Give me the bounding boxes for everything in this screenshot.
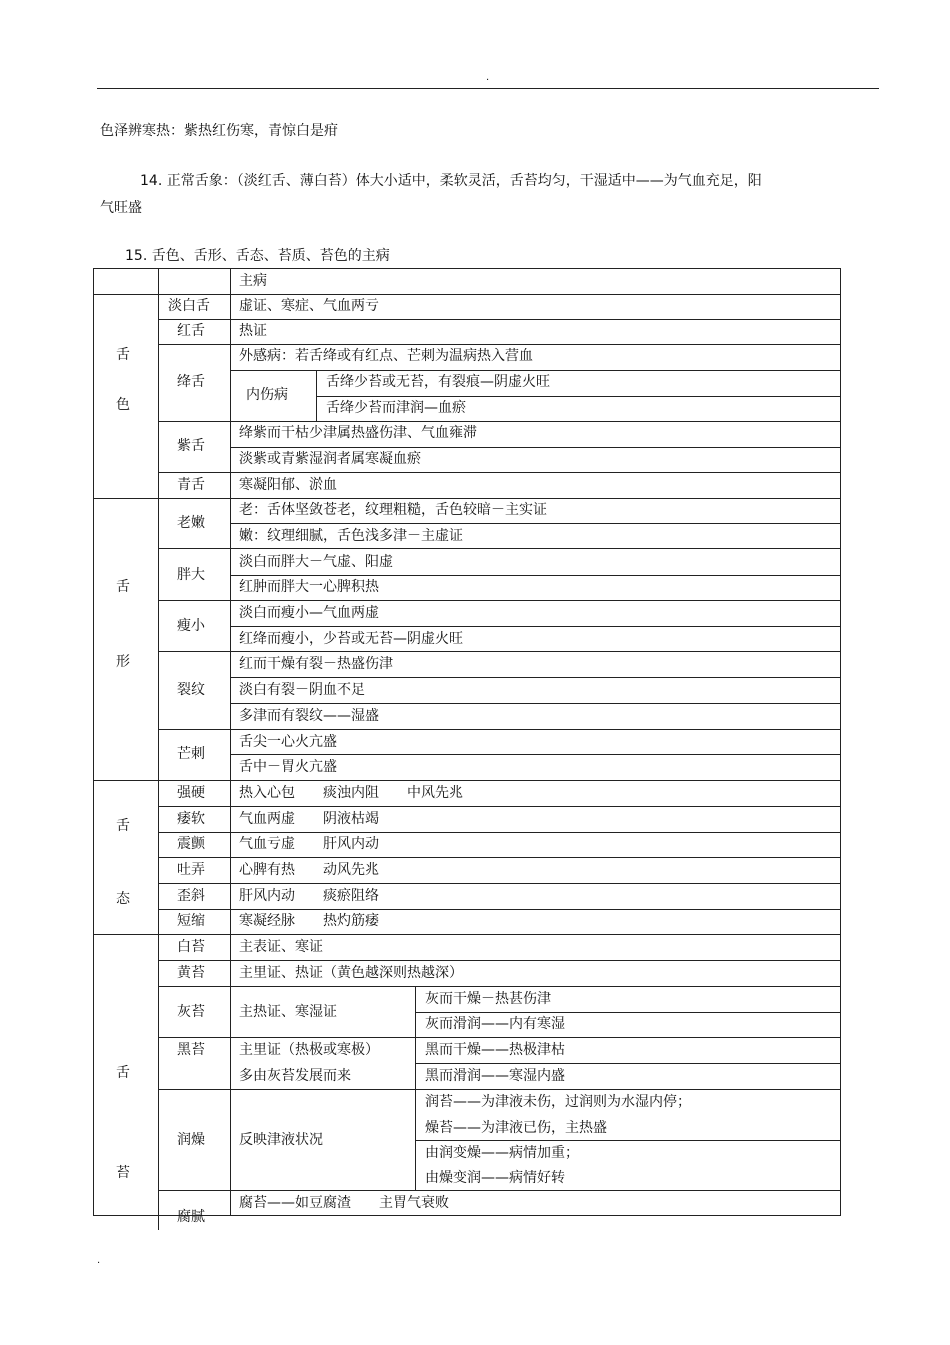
row-text: 绛紫而干枯少津属热盛伤津、气血雍滞	[239, 425, 477, 441]
row-text: 多津而有裂纹——湿盛	[239, 708, 379, 724]
row-label: 震颤	[177, 836, 205, 852]
table-border-bottom	[93, 1215, 841, 1216]
row-text: 气血亏虚 肝风内动	[239, 836, 379, 852]
table-rule	[158, 1190, 841, 1191]
row-text: 热证	[239, 323, 267, 339]
table-rule	[230, 370, 841, 371]
row-sublabel: 内伤病	[246, 387, 288, 403]
table-rule	[415, 1140, 841, 1141]
row-label: 淡白舌	[168, 298, 210, 314]
table-rule	[158, 319, 841, 320]
table-rule	[158, 729, 841, 730]
row-text: 由燥变润——病情好转	[425, 1170, 565, 1186]
group-label-color-2: 色	[116, 397, 130, 413]
row-text: 舌尖一心火亢盛	[239, 734, 337, 750]
row-text: 黑而干燥——热极津枯	[425, 1042, 565, 1058]
table-rule	[230, 703, 841, 704]
table-rule	[158, 806, 841, 807]
row-label: 胖大	[177, 567, 205, 583]
table-rule	[93, 498, 841, 499]
row-text: 红肿而胖大一心脾积热	[239, 579, 379, 595]
row-text: 热入心包 痰浊内阻 中风先兆	[239, 785, 463, 801]
table-rule	[158, 1089, 841, 1090]
table-rule	[93, 934, 841, 935]
row-label: 歪斜	[177, 888, 205, 904]
table-rule	[158, 986, 841, 987]
row-text: 淡白有裂－阴血不足	[239, 682, 365, 698]
table-rule	[230, 677, 841, 678]
table-rule	[158, 960, 841, 961]
row-text: 反映津液状况	[239, 1132, 323, 1148]
table-rule	[93, 294, 841, 295]
table-rule	[230, 575, 841, 576]
table-border-top	[93, 268, 841, 269]
paragraph-color-heat-cold: 色泽辨寒热：紫热红伤寒，青惊白是疳	[100, 123, 338, 139]
row-text: 灰而滑润——内有寒湿	[425, 1016, 565, 1032]
paragraph-15-title: 15. 舌色、舌形、舌态、苔质、苔色的主病	[125, 248, 390, 264]
row-text: 红绛而瘦小，少苔或无苔—阴虚火旺	[239, 631, 463, 647]
row-label: 吐弄	[177, 862, 205, 878]
row-text: 红而干燥有裂－热盛伤津	[239, 656, 393, 672]
group-label-coating-1: 舌	[116, 1065, 130, 1081]
group-label-coating-2: 苔	[116, 1165, 130, 1181]
row-label: 紫舌	[177, 438, 205, 454]
row-text: 润苔——为津液未伤，过润则为水湿内停；	[425, 1094, 691, 1110]
group-label-color-1: 舌	[116, 347, 130, 363]
footer-dot: .	[97, 1255, 101, 1266]
row-text: 肝风内动 痰瘀阻络	[239, 888, 379, 904]
row-text: 腐苔——如豆腐渣 主胃气衰败	[239, 1195, 449, 1211]
table-border-right	[840, 268, 841, 1216]
row-text: 主里证、热证（黄色越深则热越深）	[239, 965, 463, 981]
table-rule	[158, 883, 841, 884]
row-text: 虚证、寒症、气血两亏	[239, 298, 379, 314]
row-label: 短缩	[177, 913, 205, 929]
table-rule	[316, 396, 841, 397]
row-label: 绛舌	[177, 374, 205, 390]
row-label: 黄苔	[177, 965, 205, 981]
row-text: 燥苔——为津液已伤，主热盛	[425, 1120, 607, 1136]
row-label: 芒刺	[177, 746, 205, 762]
row-text: 主热证、寒湿证	[239, 1004, 337, 1020]
table-rule	[230, 754, 841, 755]
table-rule	[158, 857, 841, 858]
row-text: 寒凝阳郁、淤血	[239, 477, 337, 493]
table-rule	[158, 600, 841, 601]
table-divider-col2	[230, 268, 231, 1216]
group-label-shape-2: 形	[116, 654, 130, 670]
row-label: 黑苔	[177, 1042, 205, 1058]
row-label: 白苔	[177, 939, 205, 955]
table-rule	[158, 832, 841, 833]
table-rule	[158, 548, 841, 549]
row-label: 灰苔	[177, 1004, 205, 1020]
table-divider-col1	[158, 268, 159, 1230]
row-label: 腐腻	[177, 1209, 205, 1225]
row-text: 嫩：纹理细腻，舌色浅多津－主虚证	[239, 528, 463, 544]
row-text: 寒凝经脉 热灼筋痿	[239, 913, 379, 929]
row-text: 灰而干燥－热甚伤津	[425, 991, 551, 1007]
row-text: 多由灰苔发展而来	[239, 1068, 351, 1084]
row-text: 主里证（热极或寒极）	[239, 1042, 379, 1058]
table-rule	[158, 472, 841, 473]
paragraph-14-line2: 气旺盛	[100, 200, 142, 216]
group-label-state-1: 舌	[116, 818, 130, 834]
row-text: 黑而滑润——寒湿内盛	[425, 1068, 565, 1084]
row-text: 舌中－胃火亢盛	[239, 759, 337, 775]
row-label: 老嫩	[177, 515, 205, 531]
table-border-left	[93, 268, 94, 1216]
paragraph-14-line1: 14. 正常舌象：（淡红舌、薄白苔）体大小适中，柔软灵活，舌苔均匀，干湿适中——为气血充足，阳	[140, 173, 762, 189]
table-rule	[415, 1012, 841, 1013]
row-text: 主表证、寒证	[239, 939, 323, 955]
table-rule	[230, 523, 841, 524]
row-label: 青舌	[177, 477, 205, 493]
group-label-state-2: 态	[116, 891, 130, 907]
row-text: 老：舌体坚敛苍老，纹理粗糙，舌色较暗－主实证	[239, 502, 547, 518]
row-text: 心脾有热 动风先兆	[239, 862, 379, 878]
header-dot: .	[486, 72, 490, 83]
row-text: 淡紫或青紫湿润者属寒凝血瘀	[239, 451, 421, 467]
row-text: 外感病：若舌绛或有红点、芒刺为温病热入营血	[239, 348, 533, 364]
table-rule	[415, 1063, 841, 1064]
table-rule	[93, 780, 841, 781]
table-rule	[230, 626, 841, 627]
row-label: 瘦小	[177, 618, 205, 634]
row-text: 舌绛少苔而津润—血瘀	[326, 400, 466, 416]
row-text: 淡白而瘦小—气血两虚	[239, 605, 379, 621]
table-header-main-disease: 主病	[239, 273, 267, 289]
row-label: 润燥	[177, 1132, 205, 1148]
row-text: 气血两虚 阴液枯竭	[239, 811, 379, 827]
table-divider-coating	[415, 986, 416, 1190]
table-rule	[158, 344, 841, 345]
table-rule	[158, 909, 841, 910]
row-text: 舌绛少苔或无苔，有裂痕—阴虚火旺	[326, 374, 550, 390]
row-label: 红舌	[177, 323, 205, 339]
row-label: 痿软	[177, 811, 205, 827]
table-rule	[158, 421, 841, 422]
table-rule	[158, 651, 841, 652]
table-rule	[230, 447, 841, 448]
group-label-shape-1: 舌	[116, 579, 130, 595]
row-text: 由润变燥——病情加重；	[425, 1145, 579, 1161]
row-label: 裂纹	[177, 682, 205, 698]
table-rule	[158, 1037, 841, 1038]
row-label: 强硬	[177, 785, 205, 801]
row-text: 淡白而胖大－气虚、阳虚	[239, 554, 393, 570]
